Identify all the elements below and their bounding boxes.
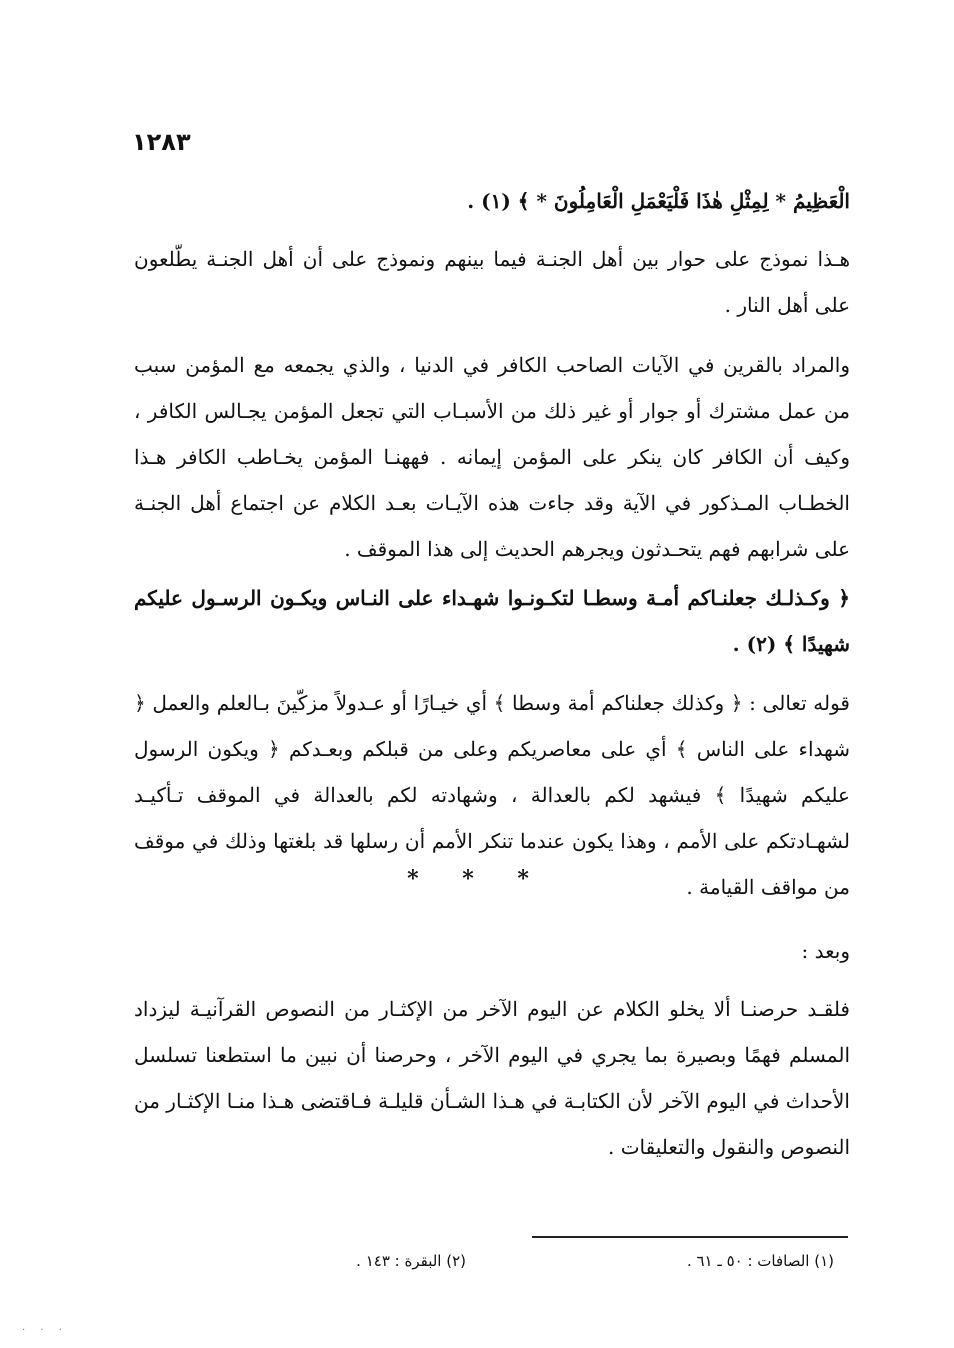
footnote-1: (١) الصافات : ٥٠ ـ ٦١ . <box>686 1252 834 1270</box>
footnote-2: (٢) البقرة : ١٤٣ . <box>356 1252 466 1270</box>
margin-marks: . . . <box>22 1322 68 1333</box>
page-number: ١٢٨٣ <box>132 128 191 156</box>
quranic-verse: ﴿ وكـذلـك جعلنـاكم أمـة وسطـا لتكـونـوا شهـداء على النـاس ويكـون الرسـول عليكم شهيدًا ﴾ (٢) . <box>134 586 850 656</box>
paragraph-companion-meaning: والمراد بالقرين في الآيات الصاحب الكافر في الدنيا ، والذي يجمعه مع المؤمن سبب من عمل مشترك أو جوار أو غير ذلك من الأسبـاب التي تجعل المؤمن يجـالس الكافر ، وكيف أن الكافر كان ينكر على المؤمن إيمانه . فههنـا المؤمن يخـاطب الكافر هـذا الخطـاب المـذكور في الآية وقد جاءت هذه الآيـات بعـد الكلام عن اجتماع أهل الجنـة على شرابهم فهم يتحـدثون ويجرهم الحديث إلى هذا الموقف . <box>134 353 850 561</box>
section-separator: * * * <box>407 866 547 892</box>
paragraph-verse-explanation: قوله تعالى : ﴿ وكذلك جعلناكم أمة وسطا ﴾ أي خيـارًا أو عـدولاً مزكّينَ بـالعلم والعمل ﴿ شهداء على الناس ﴾ أي على معاصريكم وعلى من قبلكم وبعـدكم ﴿ ويكون الرسول عليكم شهيدًا ﴾ فيشهد لكم بالعدالة ، وشهادته لكم بالعدالة في الموقف تـأكيـد لشهـادتكم على الأمم ، وهذا يكون عندما تنكر الأمم أن رسلها قد بلغتها وذلك في موقف من مواقف القيامة . <box>134 691 850 899</box>
paragraph-conclusion: فلقـد حرصنـا ألا يخلو الكلام عن اليوم الآخر من الإكثـار من النصوص القرآنيـة ليزداد المسلم فهمًا وبصيرة بما يجري في اليوم الآخر ، وحرصنا أن نبين ما استطعنا تسلسل الأحداث في اليوم الآخر لأن الكتابـة في هـذا الشـأن قليلـة فـاقتضى هـذا منـا الإكثـار من النصوص والنقول والتعليقات . <box>134 997 850 1159</box>
paragraph-dialogue-model: هـذا نموذج على حوار بين أهل الجنـة فيما بينهم ونموذج على أن أهل الجنـة يطّلعون على أهل النار . <box>134 247 850 317</box>
footnote-divider <box>532 1236 848 1238</box>
opening-verse-line: الْعَظِيمُ * لِمِثْلِ هٰذَا فَلْيَعْمَلِ الْعَامِلُونَ * ﴾ (١) . <box>467 189 850 213</box>
closing-heading: وبعد : <box>801 939 850 963</box>
